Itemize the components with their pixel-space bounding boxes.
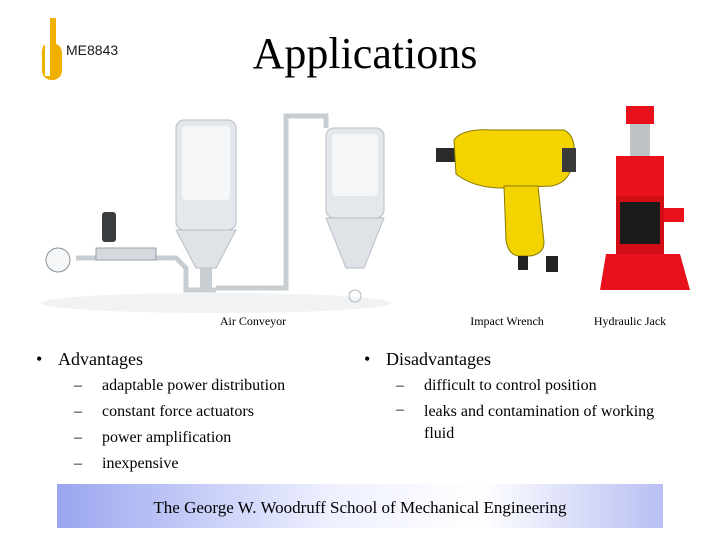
advantages-list (74, 373, 374, 477)
advantages-heading: • Advantages (36, 349, 143, 369)
disadvantages-heading: • Disadvantages (364, 349, 491, 369)
page-title: Applications (252, 29, 478, 78)
list-item: – inexpensive (74, 455, 179, 472)
air-conveyor-image (36, 108, 396, 316)
hydraulic-jack-caption: Hydraulic Jack (593, 314, 667, 328)
list-item: – difficult to control position (396, 377, 597, 394)
impact-wrench-image (434, 122, 580, 280)
impact-wrench-caption: Impact Wrench (470, 314, 544, 328)
hydraulic-jack-image (600, 104, 696, 294)
course-code: ME8843 (66, 42, 119, 58)
footer-text: The George W. Woodruff School of Mechanical Engineering (153, 498, 567, 517)
list-item: – constant force actuators (74, 403, 254, 420)
air-conveyor-caption: Air Conveyor (219, 314, 287, 328)
disadvantages-list (396, 373, 686, 445)
bullet-dot: • (364, 349, 371, 369)
list-item: – power amplification (74, 429, 232, 446)
gatech-logo (38, 16, 66, 82)
list-item: – adaptable power distribution (74, 377, 286, 394)
footer-banner (57, 484, 663, 528)
list-item: – leaks and contamination of working fluid (396, 401, 655, 442)
bullet-dot: • (36, 349, 43, 369)
